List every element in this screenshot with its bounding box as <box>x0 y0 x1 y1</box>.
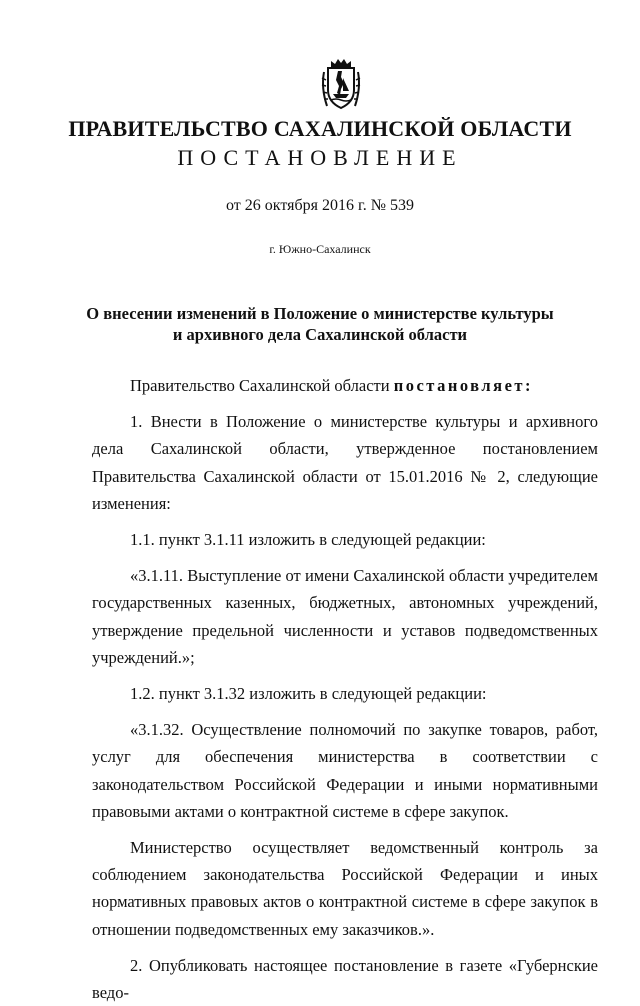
subject-line-2: и архивного дела Сахалинской области <box>172 325 468 344</box>
decree-body <box>92 372 598 1006</box>
government-name: ПРАВИТЕЛЬСТВО САХАЛИНСКОЙ ОБЛАСТИ <box>68 116 572 141</box>
paragraph-3-1-11: «3.1.11. Выступление от имени Сахалинской области учредителем государственных казенных, бюджетных, автономных учреждений, утверждение предельной численности и уставов подведомственных учреждений.»; <box>92 566 598 667</box>
sakhalin-coat-of-arms-icon <box>319 58 363 110</box>
paragraph-1: 1. Внести в Положение о министерстве культуры и архивного дела Сахалинской области, утвержденное постановлением Правительства Сахалинской области от 15.01.2016 № 2, следующие изменения: <box>92 412 598 513</box>
paragraph-3-1-32: «3.1.32. Осуществление полномочий по закупке товаров, работ, услуг для обеспечения министерства в соответствии с законодательством Российской Федерации и иными нормативными правовыми актами о контрактной системе в сфере закупок. <box>92 720 598 821</box>
document-type: ПОСТАНОВЛЕНИЕ <box>177 145 463 170</box>
subject-line-1: О внесении изменений в Положение о министерстве культуры <box>86 304 554 323</box>
paragraph-1-2: 1.2. пункт 3.1.32 изложить в следующей редакции: <box>130 684 487 704</box>
intro-paragraph <box>92 372 598 399</box>
intro-text: Правительство Сахалинской области <box>130 376 394 395</box>
paragraph-control: Министерство осуществляет ведомственный контроль за соблюдением законодательства Российской Федерации и иных нормативных правовых актов о контрактной системе в сфере закупок в отношении подведомственных ему заказчиков.». <box>92 838 598 939</box>
city-name: г. Южно-Сахалинск <box>269 242 371 256</box>
decree-subject <box>60 303 580 345</box>
paragraph-1-1: 1.1. пункт 3.1.11 изложить в следующей редакции: <box>130 530 486 550</box>
intro-resolves: постановляет: <box>393 376 533 395</box>
decree-date-number: от 26 октября 2016 г. № 539 <box>225 197 414 214</box>
paragraph-2: 2. Опубликовать настоящее постановление в газете «Губернские ведо- <box>92 955 598 1003</box>
